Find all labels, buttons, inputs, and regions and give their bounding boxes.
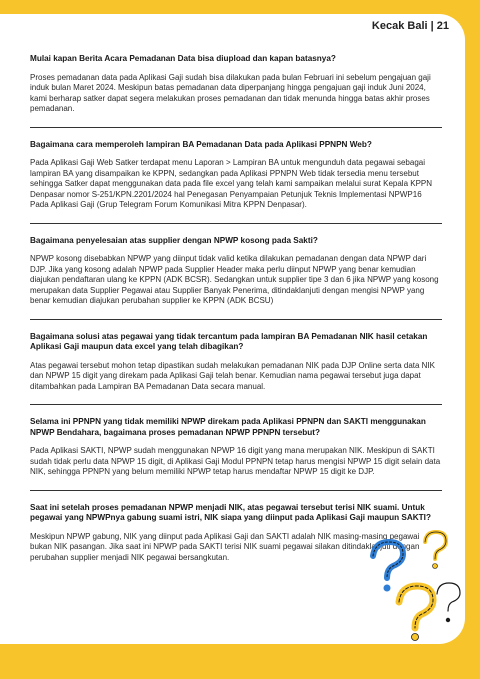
faq-list	[30, 54, 442, 563]
divider	[30, 223, 442, 224]
faq-question: Saat ini setelah proses pemadanan NPWP menjadi NIK, atas pegawai tersebut terisi NIK suami. Untuk pegawai yang NPWPnya gabung suami istri, NIK siapa yang diinput pada Aplikasi Gaji maupun SAKTI?	[30, 502, 431, 522]
faq-answer: Pada Aplikasi SAKTI, NPWP sudah menggunakan NPWP 16 digit yang mana merupakan NIK. Meskipun di SAKTI sudah tidak perlu data NPWP 15 digit, di Aplikasi Gaji Modul PPNPN tetap harus mengisi NPWP 15 digit selain data NIK, sehingga PPNPN yang belum memiliki NPWP tetap harus mendaftar NPWP 15 digit ke DJP.	[30, 446, 441, 476]
faq-question: Bagaimana solusi atas pegawai yang tidak tercantum pada lampiran BA Pemadanan NIK hasil cetakan Aplikasi Gaji maupun data excel yang telah dibagikan?	[30, 331, 428, 351]
document-page	[0, 14, 465, 644]
faq-answer: Pada Aplikasi Gaji Web Satker terdapat menu Laporan > Lampiran BA untuk mengunduh data pegawai sebagai lampiran BA yang disampaikan ke KPPN, sedangkan pada Aplikasi PPNPN Web tidak tersedia menu tersebut sehingga Satker dapat menggunakan data pada file excel yang telah kami sampaikan melalui surat Kepala KPPN Denpasar nomor S-251/KPN.2201/2024 hal Penegasan Penyampaian Petunjuk Teknis Implementasi NPWP16 Pada Aplikasi Gaji (Grup Telegram Forum Komunikasi Mitra KPPN Denpasar).	[30, 158, 433, 209]
faq-item	[30, 417, 442, 478]
faq-item	[30, 332, 442, 393]
faq-question: Mulai kapan Berita Acara Pemadanan Data bisa diupload dan kapan batasnya?	[30, 54, 336, 63]
divider	[30, 319, 442, 320]
faq-question: Selama ini PPNPN yang tidak memiliki NPWP direkam pada Aplikasi PPNPN dan SAKTI menggunakan NPWP Bendahara, bagaimana proses pemadanan NPWP PPNPN tersebut?	[30, 417, 426, 437]
page-header: Kecak Bali | 21	[371, 20, 449, 32]
faq-answer: Atas pegawai tersebut mohon tetap dipastikan sudah melakukan pemadanan NIK pada DJP Online serta data NIK dan NPWP 15 digit yang direkam pada Aplikasi Gaji telah benar. Kemudian nama pegawai tersebut juga dapat ditambahkan pada Lampiran BA Pemadanan Data secara manual.	[30, 360, 435, 391]
faq-item	[30, 236, 442, 307]
question-marks-icon	[355, 524, 465, 644]
divider	[30, 127, 442, 128]
divider	[30, 404, 442, 405]
faq-item	[30, 54, 442, 115]
faq-answer: NPWP kosong disebabkan NPWP yang diinput tidak valid ketika dilakukan pemadanan dengan data NPWP dari DJP. Jika yang kosong adalah NPWP pada Supplier Header maka perlu diinput NPWP yang benar kemudian diajukan pendaftaran ulang ke KPPN (ADK BCSR). Sedangkan untuk supplier tipe 3 dan 6 jika NPWP yang kosong merupakan data Supplier Pegawai atau Supplier Banyak Penerima, ditindaklanjuti dengan mengisi NPWP yang benar kemudian diajukan perubahan supplier ke KPPN (ADK BCSU)	[30, 254, 439, 305]
faq-answer: Meskipun NPWP gabung, NIK yang diinput pada Aplikasi Gaji dan SAKTI adalah NIK masing-masing pegawai bukan NIK pasangan. Jika saat ini NPWP pada SAKTI terisi NIK suami pegawai silakan ditindaklanjuti dengan perubahan supplier menjadi NIK pegawai bersangkutan.	[30, 531, 420, 562]
faq-answer: Proses pemadanan data pada Aplikasi Gaji sudah bisa dilakukan pada bulan Februari ini sebelum pengajuan gaji induk bulan Maret 2024. Meskipun batas pemadanan data diperpanjang hingga pengajuan gaji induk Juni 2024, kami berharap satker dapat segera melakukan proses pemadanan dan tidak menunda hingga batas akhir proses pemadanan.	[30, 72, 431, 113]
divider	[30, 490, 442, 491]
faq-item	[30, 140, 442, 211]
faq-question: Bagaimana penyelesaian atas supplier dengan NPWP kosong pada Sakti?	[30, 235, 318, 245]
faq-question: Bagaimana cara memperoleh lampiran BA Pemadanan Data pada Aplikasi PPNPN Web?	[30, 139, 372, 149]
